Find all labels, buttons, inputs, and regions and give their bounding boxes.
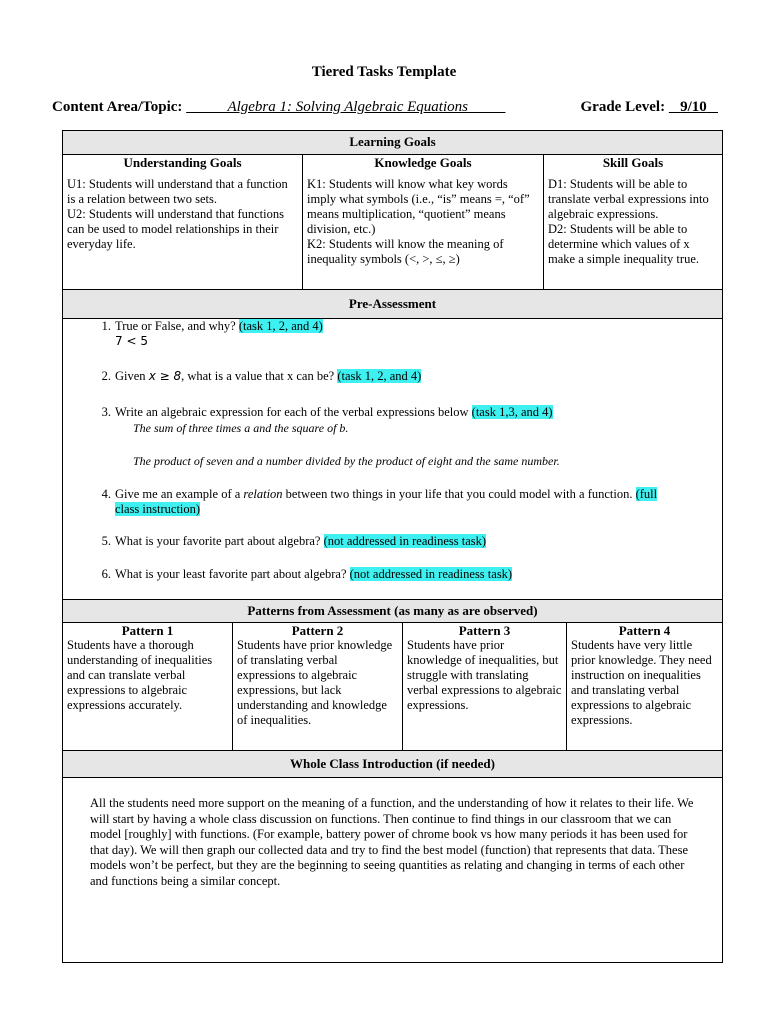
pre-assessment-header: Pre-Assessment bbox=[63, 289, 722, 319]
pattern-3-heading: Pattern 3 bbox=[458, 623, 511, 638]
pattern-4-text: Students have very little prior knowledge. They need instruction on inequalities and translating verbal expressions to algebraic expressions. bbox=[571, 638, 712, 727]
pattern-2-heading: Pattern 2 bbox=[291, 623, 344, 638]
pattern-1-cell bbox=[63, 623, 233, 750]
knowledge-goals-text: K1: Students will know what key words imply what symbols (i.e., “is” means =, “of” means multiplication, “quotient” means division, etc.) K2: Students will know the meaning of inequality symbols (<, >, ≤, ≥) bbox=[307, 177, 530, 266]
math-expression: x ≥ 8 bbox=[148, 369, 182, 383]
grade-level-label: Grade Level: bbox=[580, 99, 666, 115]
math-expression: 7 < 5 bbox=[115, 334, 148, 348]
pattern-1-text: Students have a thorough understanding of inequalities and can translate verbal expressions to algebraic expressions accurately. bbox=[67, 638, 213, 712]
learning-goals-row bbox=[63, 155, 722, 289]
content-area-label: Content Area/Topic: bbox=[52, 99, 183, 115]
grade-level-value: 9/10 bbox=[680, 99, 707, 115]
pattern-4-cell bbox=[567, 623, 722, 750]
verbal-expression-2: The product of seven and a number divided by the product of eight and the same number. bbox=[133, 454, 560, 468]
task-tag: (task 1, 2, and 4) bbox=[238, 319, 323, 333]
task-tag-cont: class instruction) bbox=[115, 502, 201, 516]
understanding-goals-cell bbox=[63, 155, 303, 289]
understanding-goals-heading: Understanding Goals bbox=[123, 155, 242, 170]
document-title: Tiered Tasks Template bbox=[311, 64, 457, 80]
pattern-4-heading: Pattern 4 bbox=[618, 623, 671, 638]
pre-assessment-body: 1. True or False, and why? (task 1, 2, and 4) 7 < 5 2. Given x ≥ 8, what is a value that x can be? (task 1, 2, and 4) 3. Write an algebraic expression for each of the verbal expressions below (task 1,3, and 4) The sum of three times a and the square of b. The product of seven and a number divided by the product of eight and the same number. 4. Give me an example of a relation between two things in your life that you could model with a function. (full class instruction) 5. What is your favorite part about algebra? (not addressed in readiness task) 6. What is your least favorite part about algebra? (not addressed in readiness task) bbox=[101, 319, 658, 581]
task-tag: (not addressed in readiness task) bbox=[349, 567, 513, 581]
knowledge-goals-cell bbox=[303, 155, 544, 289]
knowledge-goals-heading: Knowledge Goals bbox=[374, 155, 472, 170]
verbal-expression-1: The sum of three times a and the square of b. bbox=[133, 421, 349, 435]
pattern-2-text: Students have prior knowledge of translating verbal expressions to algebraic expressions, but lack understanding and knowledge of inequalities. bbox=[237, 638, 393, 727]
task-tag: (not addressed in readiness task) bbox=[323, 534, 487, 548]
understanding-goals-text: U1: Students will understand that a function is a relation between two sets. U2: Students will understand that functions can be used to model relationships in their everyday life. bbox=[67, 177, 288, 251]
learning-goals-header: Learning Goals bbox=[63, 131, 722, 155]
pattern-1-heading: Pattern 1 bbox=[121, 623, 174, 638]
patterns-row bbox=[63, 623, 722, 750]
skill-goals-cell bbox=[544, 155, 722, 289]
template-table bbox=[62, 130, 723, 963]
content-area-value: Algebra 1: Solving Algebraic Equations bbox=[227, 99, 468, 115]
skill-goals-heading: Skill Goals bbox=[602, 155, 664, 170]
task-tag: (task 1,3, and 4) bbox=[471, 405, 553, 419]
grade-level bbox=[581, 99, 718, 116]
pattern-3-text: Students have prior knowledge of inequalities, but struggle with translating verbal expressions to algebraic expressions. bbox=[407, 638, 562, 712]
pattern-3-cell bbox=[403, 623, 567, 750]
task-tag: (full bbox=[635, 487, 658, 501]
whole-class-header: Whole Class Introduction (if needed) bbox=[63, 750, 722, 778]
whole-class-text: All the students need more support on the meaning of a function, and the understanding of how it relates to their life. We will start by having a whole class discussion on functions. Then continue to find things in our classroom that we can model [roughly] with functions. (For example, battery power of chrome book vs how many periods it has been used for that day). We will then graph our collected data and try to find the best model (function) that represents that data. These models won’t be perfect, but they are the beginning to seeing quantities as relating and changing in terms of each other and functions being a similar concept. bbox=[90, 796, 694, 888]
topic-row bbox=[52, 99, 718, 116]
pattern-2-cell bbox=[233, 623, 403, 750]
skill-goals-text: D1: Students will be able to translate verbal expressions into algebraic expressions. D2: Students will be able to determine which values of x make a simple inequality true. bbox=[548, 177, 709, 266]
task-tag: (task 1, 2, and 4) bbox=[337, 369, 422, 383]
patterns-header: Patterns from Assessment (as many as are observed) bbox=[63, 599, 722, 623]
